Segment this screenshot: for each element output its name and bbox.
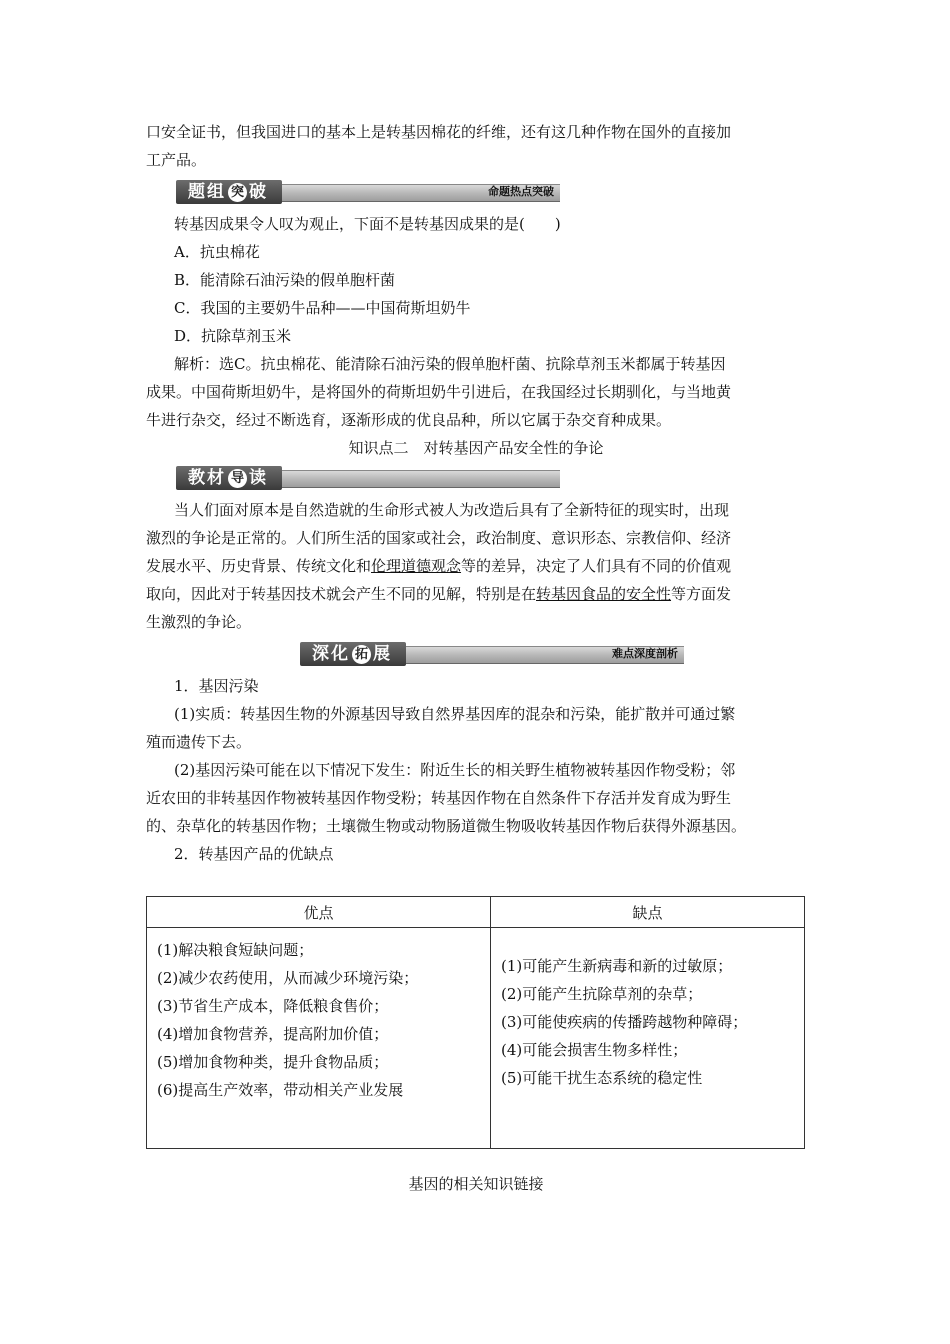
question-stem: 转基因成果令人叹为观止，下面不是转基因成果的是( ) [174,215,561,233]
underlined-term: 转基因食品的安全性 [536,585,672,603]
option-b: B．能清除石油污染的假单胞杆菌 [174,271,396,289]
list-item: (4)增加食物营养，提高附加价值； [157,1025,389,1043]
reading-line-5: 生激烈的争论。 [146,613,252,631]
footer-title: 基因的相关知识链接 [408,1175,544,1193]
option-a: A．抗虫棉花 [174,243,260,261]
list-item: (1)解决粮食短缺问题； [157,941,314,959]
analysis-line-1: 解析：选C。抗虫棉花、能清除石油污染的假单胞杆菌、抗除草剂玉米都属于转基因 [174,355,726,373]
analysis-line-2: 成果。中国荷斯坦奶牛，是将国外的荷斯坦奶牛引进后，在我国经过长期驯化，与当地黄 [146,383,732,401]
reading-line-2: 激烈的争论是正常的。人们所生活的国家或社会，政治制度、意识形态、宗教信仰、经济 [146,529,732,547]
section-title: 知识点二 对转基因产品安全性的争论 [348,439,604,457]
section-banner-reading [176,466,560,490]
pros-cons-table [146,896,805,1149]
deepen-p1-line-1: (1)实质：转基因生物的外源基因导致自然界基因库的混杂和污染，能扩散并可通过繁 [174,705,736,723]
cons-cell [491,928,805,1149]
list-item: (1)可能产生新病毒和新的过敏原； [501,957,733,975]
list-item: (6)提高生产效率，带动相关产业发展 [157,1081,404,1099]
deepen-p2-line-2: 近农田的非转基因作物被转基因作物受粉；转基因作物在自然条件下存活并发育成为野生 [146,789,732,807]
intro-line-1: 口安全证书，但我国进口的基本上是转基因棉花的纤维，还有这几种作物在国外的直接加 [146,123,732,141]
list-item: (3)可能使疾病的传播跨越物种障碍； [501,1013,748,1031]
deepen-p1-line-2: 殖而遗传下去。 [146,733,252,751]
list-item: (2)减少农药使用，从而减少环境污染； [157,969,419,987]
list-item: (4)可能会损害生物多样性； [501,1041,688,1059]
banner-tag: 难点深度剖析 [612,647,678,660]
underlined-term: 伦理道德观念 [371,557,462,575]
reading-line-3: 发展水平、历史背景、传统文化和伦理道德观念等的差异，决定了人们具有不同的价值观 [146,557,732,575]
banner-title: 教材 导 读 [176,466,282,490]
subheading-gene-pollution: 1．基因污染 [174,677,259,695]
list-item: (3)节省生产成本，降低粮食售价； [157,997,389,1015]
subheading-pros-cons: 2．转基因产品的优缺点 [174,845,334,863]
list-item: (5)可能干扰生态系统的稳定性 [501,1069,703,1087]
table-header-row [147,897,805,928]
banner-title: 深化 拓 展 [300,642,406,666]
banner-title: 题组 突 破 [176,180,282,204]
deepen-p2-line-3: 的、杂草化的转基因作物；土壤微生物或动物肠道微生物吸收转基因作物后获得外源基因。 [146,817,747,835]
table-row [147,928,805,1149]
section-banner-exercise [176,180,560,204]
list-item: (5)增加食物种类，提升食物品质； [157,1053,389,1071]
header-pros: 优点 [147,897,491,928]
banner-tag: 命题热点突破 [488,185,554,198]
list-item: (2)可能产生抗除草剂的杂草； [501,985,703,1003]
pros-cell [147,928,491,1149]
deepen-p2-line-1: (2)基因污染可能在以下情况下发生：附近生长的相关野生植物被转基因作物受粉；邻 [174,761,736,779]
intro-line-2: 工产品。 [146,151,207,169]
section-banner-deepen [300,642,684,666]
option-c: C．我国的主要奶牛品种——中国荷斯坦奶牛 [174,299,471,317]
reading-line-4: 取向，因此对于转基因技术就会产生不同的见解，特别是在转基因食品的安全性等方面发 [146,585,732,603]
reading-line-1: 当人们面对原本是自然造就的生命形式被人为改造后具有了全新特征的现实时，出现 [174,501,730,519]
option-d: D．抗除草剂玉米 [174,327,292,345]
banner-highlight-char: 导 [228,469,247,488]
banner-highlight-char: 突 [228,183,247,202]
banner-highlight-char: 拓 [352,645,371,664]
header-cons: 缺点 [491,897,805,928]
analysis-line-3: 牛进行杂交，经过不断选育，逐渐形成的优良品种，所以它属于杂交育种成果。 [146,411,672,429]
